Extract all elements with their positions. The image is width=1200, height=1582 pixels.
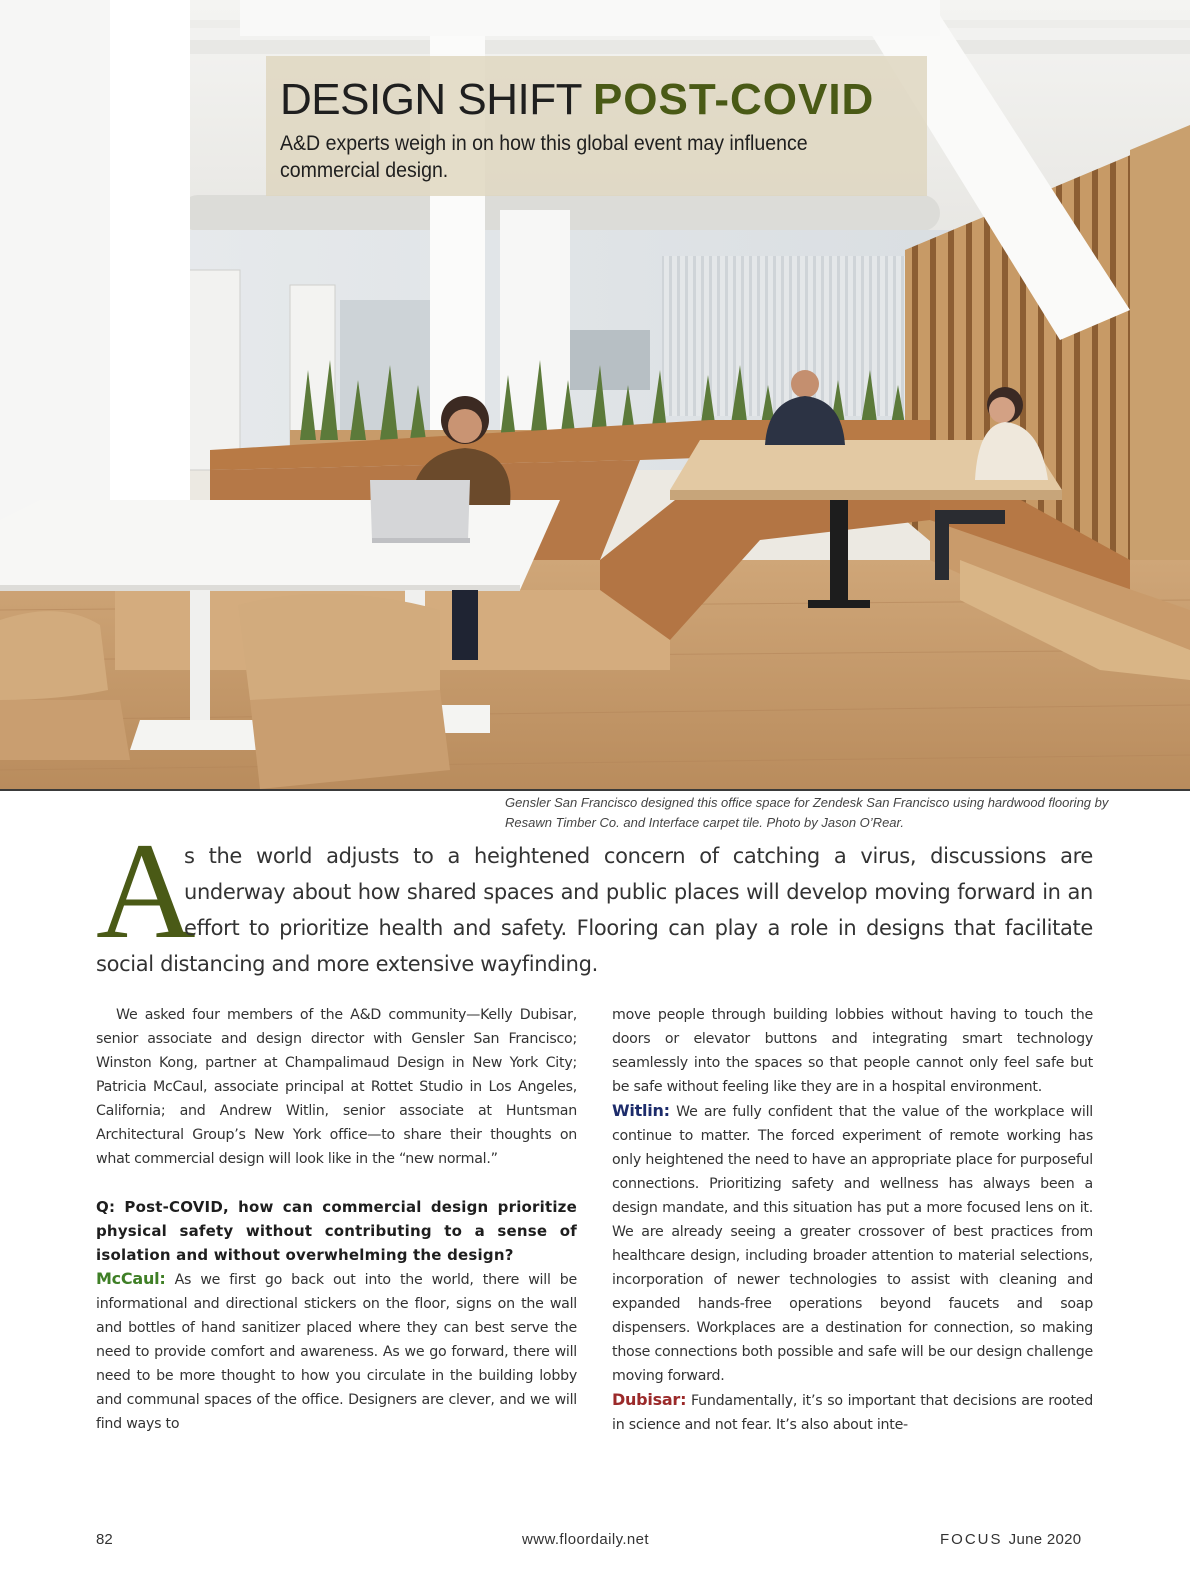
answer-witlin (612, 1099, 1093, 1388)
continued-paragraph: move people through building lobbies without having to touch the doors or elevator buttons and integrating smart technology seamlessly into the spaces so that people cannot only feel safe but be safe without feeling like they are in a hospital environment. (612, 1007, 1093, 1095)
speaker-mccaul: McCaul: (96, 1269, 166, 1288)
left-column (96, 1003, 577, 1436)
issue-info (940, 1531, 1081, 1548)
answer-dubisar-text: Fundamentally, it’s so important that decisions are rooted in science and not fear. It’s also about inte- (612, 1393, 1093, 1433)
article-subtitle: A&D experts weigh in on how this global event may influence commercial design. (280, 132, 808, 182)
issue-date: June 2020 (1008, 1531, 1082, 1548)
answer-witlin-text: We are fully confident that the value of the workplace will continue to matter. The forced experiment of remote working has only heightened the need to have an appropriate place for purposeful connections. Prioritizing safety and wellness has always been a design mandate, and this situation has put a more focused lens on it. We are already seeing a greater crossover of best practices from healthcare design, including broader attention to material selections, incorporation of newer technologies to assist with cleaning and expanded hands-free operations beyond faucets and soap dispensers. Workplaces are a destination for connection, so making those connections both possible and safe will be our design challenge moving forward. (612, 1104, 1093, 1384)
speaker-dubisar: Dubisar: (612, 1390, 687, 1409)
drop-cap-spacer (96, 838, 184, 946)
publication-name: FOCUS (940, 1531, 1003, 1548)
page-number: 82 (96, 1531, 113, 1548)
website-link[interactable]: www.floordaily.net (522, 1531, 649, 1548)
intro-body-paragraph: We asked four members of the A&D community—Kelly Dubisar, senior associate and design director with Gensler San Francisco; Winston Kong, partner at Champalimaud Design in New York City; Patricia McCaul, associate principal at Rottet Studio in Los Angeles, California; and Andrew Witlin, senior associate at Huntsman Architectural Group’s New York office—to share their thoughts on what commercial design will look like in the “new normal.” (96, 1007, 577, 1167)
photo-caption: Gensler San Francisco designed this office space for Zendesk San Francisco using hardwood flooring by Resawn Timber Co. and Interface carpet tile. Photo by Jason O’Rear. (505, 795, 1109, 830)
answer-mccaul-text: As we first go back out into the world, there will be informational and directional stickers on the floor, signs on the wall and bottles of hand sanitizer placed where they can best serve the need to provide comfort and awareness. As we go forward, there will need to be more thought to how you circulate in the building lobby and communal spaces of the office. Designers are clever, and we will find ways to (96, 1272, 577, 1432)
title-accent: POST-COVID (592, 75, 875, 124)
title-panel (266, 56, 927, 196)
intro-paragraph (96, 838, 1093, 982)
hero-photo (0, 0, 1190, 791)
drop-cap: A (96, 814, 196, 967)
answer-dubisar (612, 1388, 1093, 1437)
intro-text: s the world adjusts to a heightened concern of catching a virus, discussions are underway about how shared spaces and public places will develop moving forward in an effort to prioritize health and safety. Flooring can play a role in designs that facilitate social distancing and more extensive wayfinding. (96, 844, 1093, 976)
title-plain: DESIGN SHIFT (280, 75, 593, 124)
answer-mccaul (96, 1267, 577, 1436)
speaker-witlin: Witlin: (612, 1101, 670, 1120)
article-title (280, 76, 874, 124)
right-column (612, 1003, 1093, 1437)
question-heading: Q: Post-COVID, how can commercial design prioritize physical safety without contributing to a sense of isolation and without overwhelming the design? (96, 1198, 577, 1264)
